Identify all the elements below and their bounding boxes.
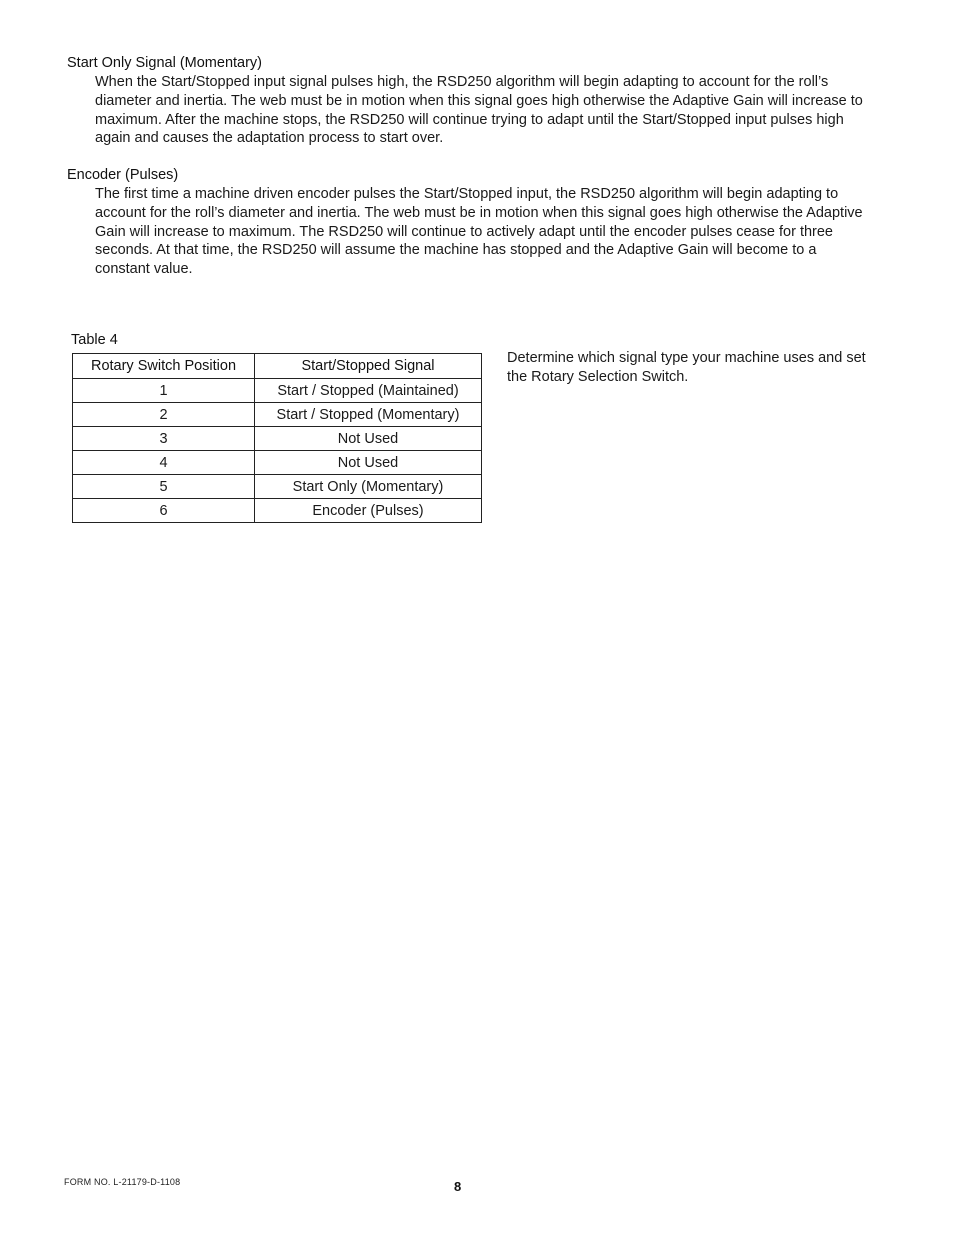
table-row [73,451,482,475]
form-number: FORM NO. L-21179-D-1108 [64,1177,181,1187]
page-number: 8 [454,1179,462,1194]
header-start-stopped-signal: Start/Stopped Signal [255,354,482,379]
rotary-switch-table [72,353,482,523]
header-rotary-switch-position: Rotary Switch Position [73,354,255,379]
cell-position: 4 [73,451,255,475]
cell-signal: Start Only (Momentary) [255,475,482,499]
section-body: The first time a machine driven encoder pulses the Start/Stopped input, the RSD250 algorithm will begin adapting to account for the roll’s diameter and inertia. The web must be in motion when this signal goes high otherwise the Adaptive Gain will increase to maximum. The RSD250 will continue to actively adapt until the encoder pulses cease for three seconds. At that time, the RSD250 will assume the machine has stopped and the Adaptive Gain will become to a constant value. [95,186,863,278]
section-encoder-pulses [67,166,867,279]
cell-position: 6 [73,499,255,523]
section-heading: Encoder (Pulses) [67,167,179,183]
section-start-only-signal [67,54,867,148]
table-row [73,379,482,403]
section-heading: Start Only Signal (Momentary) [67,55,263,71]
cell-position: 3 [73,427,255,451]
cell-signal: Start / Stopped (Momentary) [255,403,482,427]
cell-signal: Not Used [255,427,482,451]
cell-position: 2 [73,403,255,427]
cell-position: 5 [73,475,255,499]
table-caption: Table 4 [71,332,118,348]
table-row [73,475,482,499]
cell-signal: Not Used [255,451,482,475]
cell-signal: Encoder (Pulses) [255,499,482,523]
table-header-row [73,354,482,379]
table-row [73,499,482,523]
section-body: When the Start/Stopped input signal pulses high, the RSD250 algorithm will begin adapting to account for the roll’s diameter and inertia. The web must be in motion when this signal goes high otherwise the Adaptive Gain will increase to maximum. After the machine stops, the RSD250 will continue trying to adapt until the Start/Stopped input pulses high again and causes the adaptation process to start over. [95,74,863,147]
cell-signal: Start / Stopped (Maintained) [255,379,482,403]
cell-position: 1 [73,379,255,403]
table-row [73,427,482,451]
side-note: Determine which signal type your machine uses and set the Rotary Selection Switch. [507,350,866,385]
table-row [73,403,482,427]
